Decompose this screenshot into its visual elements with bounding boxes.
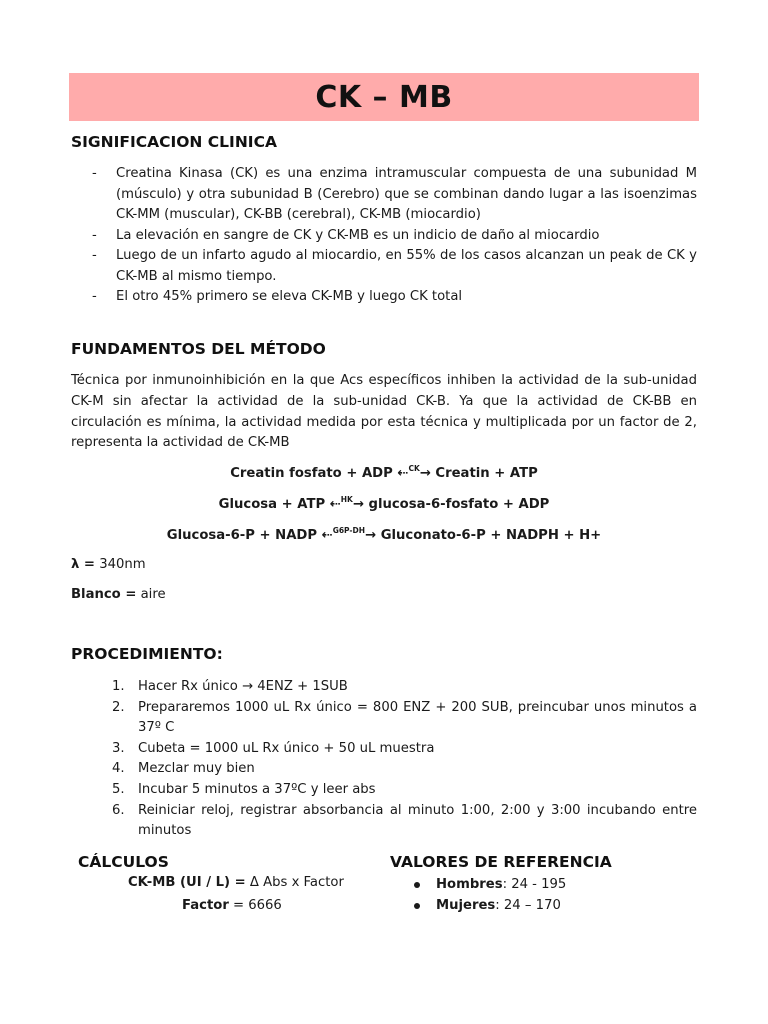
section-heading-procedimiento: PROCEDIMIENTO: — [71, 645, 223, 663]
list-item: - El otro 45% primero se eleva CK-MB y luego CK total — [90, 287, 697, 308]
equation-left: Creatin fosfato + ADP — [230, 466, 398, 481]
section-heading-valores: VALORES DE REFERENCIA — [390, 853, 612, 871]
enzyme-label: HK — [340, 495, 353, 504]
formula-label: CK-MB (UI / L) = — [128, 875, 246, 890]
page-title: CK – MB — [315, 79, 453, 115]
arrow-right-icon: → — [419, 466, 431, 481]
equation-right: Gluconato-6-P + NADPH + H+ — [376, 528, 602, 543]
list-item — [112, 759, 697, 780]
reference-value: : 24 – 170 — [495, 897, 561, 913]
list-item: - Luego de un infarto agudo al miocardio, en 55% de los casos alcanzan un peak de CK y CK-MB al mismo tiempo. — [90, 246, 697, 287]
step-number: 6. — [112, 802, 125, 818]
list-item: - La elevación en sangre de CK y CK-MB es un indicio de daño al miocardio — [90, 226, 697, 247]
formula-line — [128, 875, 344, 890]
section-heading-fundamentos: FUNDAMENTOS DEL MÉTODO — [71, 340, 326, 358]
equation-left: Glucosa-6-P + NADP — [166, 528, 322, 543]
wavelength-value: 340nm — [95, 557, 146, 572]
step-number: 2. — [112, 699, 125, 715]
list-item — [112, 780, 697, 801]
arrow-left-icon: ⇠ — [321, 528, 333, 543]
arrow-right-icon: → — [365, 528, 377, 543]
list-item — [112, 739, 697, 760]
reference-value: : 24 - 195 — [502, 877, 567, 892]
factor-line — [182, 898, 282, 913]
enzyme-label: CK — [408, 464, 420, 473]
blank-line — [71, 587, 166, 602]
enzyme-label: G6P-DH — [332, 526, 366, 535]
step-text: Reiniciar reloj, registrar absorbancia al minuto 1:00, 2:00 y 3:00 incubando entre minutos — [138, 802, 697, 839]
step-number: 5. — [112, 781, 125, 797]
step-text: Hacer Rx único → 4ENZ + 1SUB — [138, 679, 348, 694]
reaction-equation-g6pdh — [69, 526, 699, 543]
blank-value: aire — [136, 587, 166, 602]
step-number: 4. — [112, 761, 125, 777]
reaction-equation-hk — [69, 495, 699, 512]
reference-label: Hombres — [436, 877, 503, 892]
step-text: Mezclar muy bien — [138, 761, 255, 777]
list-item — [112, 801, 697, 842]
section-heading-significacion: SIGNIFICACION CLINICA — [71, 133, 277, 151]
section-heading-calculos: CÁLCULOS — [78, 853, 169, 871]
equation-left: Glucosa + ATP — [218, 497, 330, 512]
arrow-left-icon: ⇠ — [397, 466, 409, 481]
title-banner — [69, 73, 699, 121]
significacion-list — [90, 164, 697, 308]
step-number: 1. — [112, 679, 125, 694]
bullet-icon — [414, 903, 420, 909]
list-item — [410, 875, 566, 896]
step-text: Cubeta = 1000 uL Rx único + 50 uL muestra — [138, 740, 435, 756]
step-text: Prepararemos 1000 uL Rx único = 800 ENZ + 200 SUB, preincubar unos minutos a 37º C — [138, 699, 697, 736]
equation-right: glucosa-6-fosfato + ADP — [363, 497, 550, 512]
list-item — [112, 677, 697, 698]
step-number: 3. — [112, 740, 125, 756]
factor-label: Factor — [182, 898, 229, 913]
reference-label: Mujeres — [436, 897, 496, 913]
procedimiento-list — [112, 677, 697, 842]
blank-label: Blanco = — [71, 587, 137, 602]
equation-right: Creatin + ATP — [430, 466, 538, 481]
reference-values-list — [410, 875, 566, 916]
factor-value: = 6666 — [228, 898, 282, 913]
arrow-right-icon: → — [352, 497, 364, 512]
step-text: Incubar 5 minutos a 37ºC y leer abs — [138, 781, 376, 797]
list-item: - Creatina Kinasa (CK) es una enzima intramuscular compuesta de una subunidad M (músculo) y otra subunidad B (Cerebro) que se combinan dando lugar a las isoenzimas CK-MM (muscular), CK-BB (cerebral), CK-MB (miocardio) — [90, 164, 697, 226]
reaction-equation-ck — [69, 464, 699, 481]
list-item — [112, 698, 697, 739]
wavelength-line — [71, 557, 146, 572]
formula-value: Δ Abs x Factor — [245, 875, 344, 890]
arrow-left-icon: ⇠ — [329, 497, 341, 512]
wavelength-label: λ = — [71, 557, 95, 572]
list-item — [410, 896, 566, 917]
fundamentos-paragraph: Técnica por inmunoinhibición en la que Acs específicos inhiben la actividad de la sub-unidad CK-M sin afectar la actividad de la sub-unidad CK-B. Ya que la actividad de CK-BB en circulación es mínima, la actividad medida por esta técnica y multiplicada por un factor de 2, representa la actividad de CK-MB — [71, 373, 697, 451]
bullet-icon — [414, 882, 420, 888]
